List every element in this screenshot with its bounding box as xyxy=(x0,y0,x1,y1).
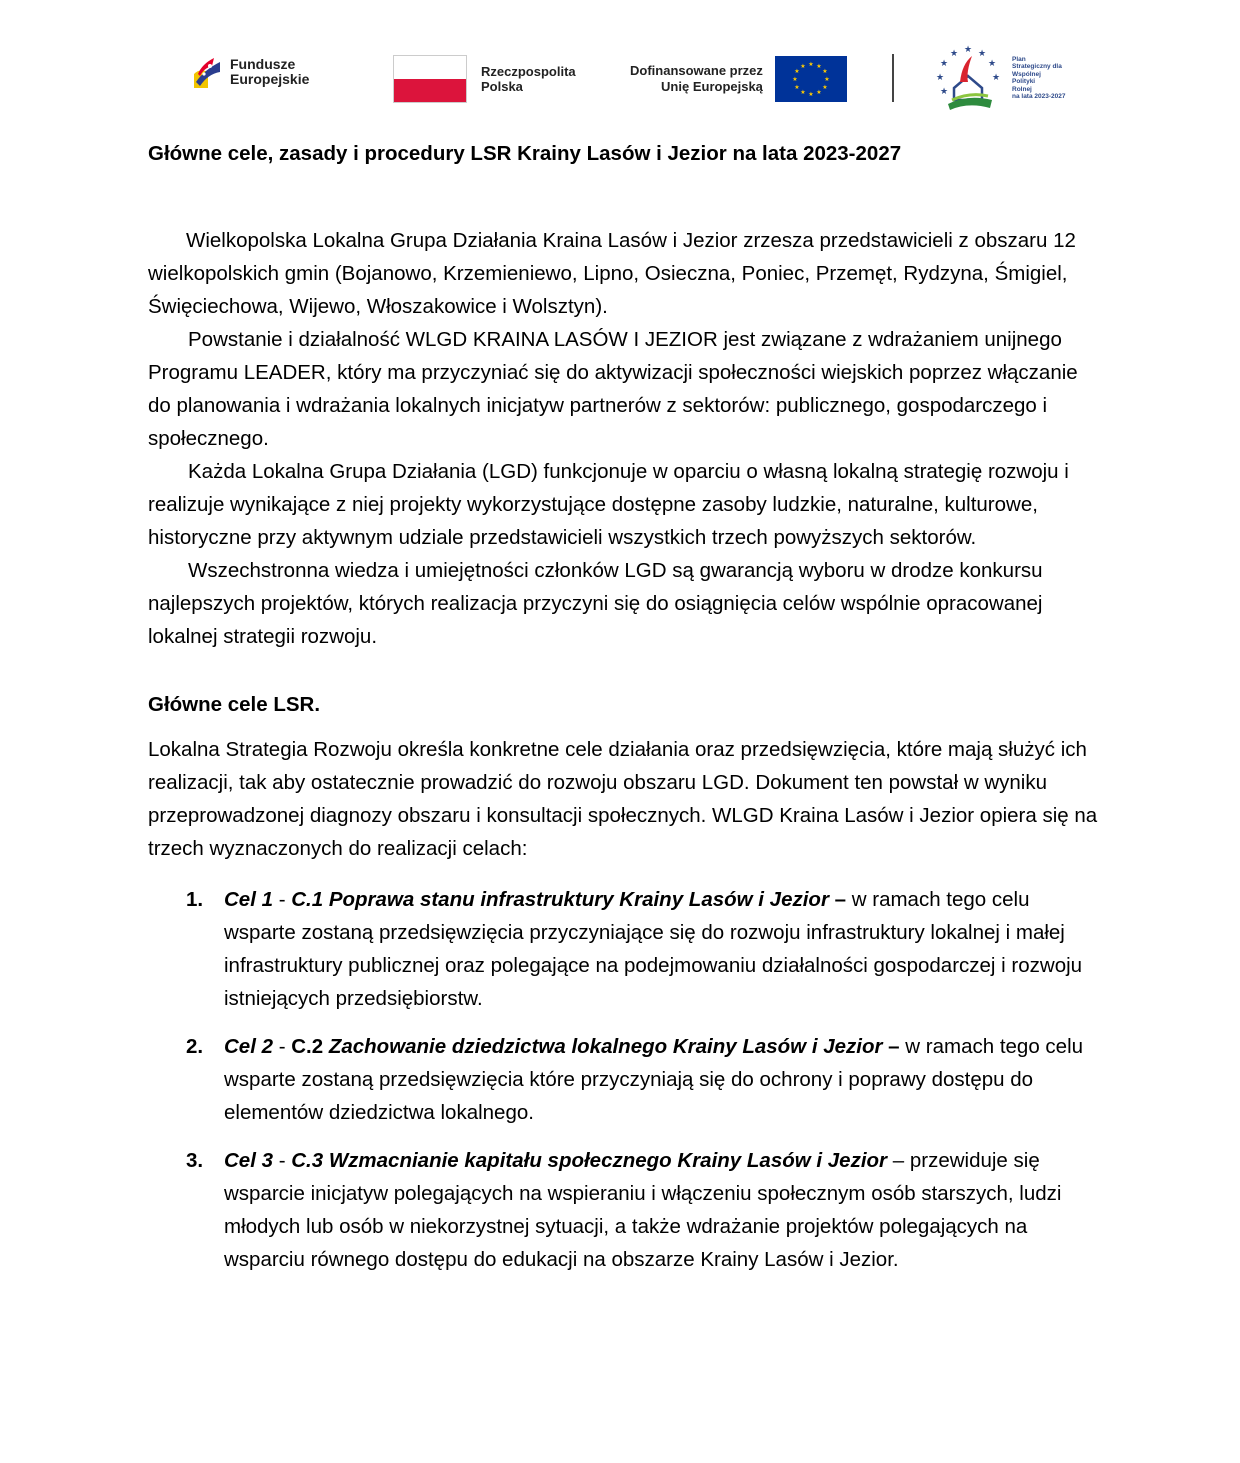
svg-text:★: ★ xyxy=(808,91,814,98)
eu-flag-icon xyxy=(775,56,847,102)
eu-line2: Unię Europejską xyxy=(661,79,763,94)
ps-line6: na lata 2023-2027 xyxy=(1012,93,1066,100)
svg-text:★: ★ xyxy=(822,68,828,75)
list-number: 2. xyxy=(186,1035,204,1058)
eu-line1: Dofinansowane przez xyxy=(630,63,763,78)
plan-strategiczny-icon xyxy=(930,42,1006,114)
goal-description: przewiduje się wsparcie inicjatyw polegających na wspieraniu i włączeniu społecznym osób starszych, ludzi młodych lub osób w niekorzystnej sytuacji, a także wdrażanie projektów polegających na wsparciu równego dostępu do edukacji na obszarze Krainy Lasów i Jezior. xyxy=(224,1149,1062,1271)
goal-label: Cel 3 xyxy=(224,1149,273,1172)
eu-cofinancing-logo xyxy=(630,56,847,102)
goal-name: Zachowanie dziedzictwa lokalnego Krainy Lasów i Jezior xyxy=(323,1035,883,1058)
svg-text:★: ★ xyxy=(939,59,949,69)
goal-dash: – xyxy=(828,888,847,911)
goal-label: Cel 1 xyxy=(224,888,273,911)
ps-line4: Polityki xyxy=(1012,78,1036,85)
goals-list xyxy=(148,883,1098,1276)
goal-name: Poprawa stanu infrastruktury Krainy Lasów i Jezior xyxy=(323,888,829,911)
svg-text:★: ★ xyxy=(935,73,945,83)
svg-text:★: ★ xyxy=(824,76,830,83)
fundusze-line1: Fundusze xyxy=(230,56,296,72)
goal-dash: – xyxy=(882,1035,900,1058)
fundusze-europejskie-icon xyxy=(190,52,224,92)
list-item xyxy=(148,883,1098,1015)
section-heading: Główne cele LSR. xyxy=(148,693,321,716)
rp-line1: Rzeczpospolita xyxy=(481,64,576,79)
logo-bar xyxy=(0,38,1240,118)
goal-separator: - xyxy=(273,1035,292,1058)
svg-text:★: ★ xyxy=(800,89,806,96)
svg-text:★: ★ xyxy=(939,87,949,97)
goal-name: Wzmacnianie kapitału społecznego Krainy Lasów i Jezior xyxy=(323,1149,888,1172)
rp-line2: Polska xyxy=(481,79,523,94)
document-body xyxy=(148,140,1098,1291)
svg-text:★: ★ xyxy=(963,45,973,55)
rzeczpospolita-polska-logo xyxy=(393,55,576,103)
intro-paragraph: Każda Lokalna Grupa Działania (LGD) funkcjonuje w oparciu o własną lokalną strategię rozwoju i realizuje wynikające z niej projekty wykorzystujące dostępne zasoby ludzkie, naturalne, kulturowe, historyczne przy aktywnym udziale przedstawicieli wszystkich trzech powyższych sektorów. xyxy=(148,460,1069,549)
goal-code: C.1 xyxy=(291,888,324,911)
svg-text:★: ★ xyxy=(816,89,822,96)
svg-text:★: ★ xyxy=(949,49,959,59)
logo-divider xyxy=(892,54,894,102)
intro-section xyxy=(148,224,1098,653)
list-item xyxy=(148,1144,1098,1276)
svg-text:★: ★ xyxy=(792,76,798,83)
goal-code: C.3 xyxy=(291,1149,324,1172)
svg-text:★: ★ xyxy=(987,59,997,69)
ps-line2: Strategiczny dla xyxy=(1012,63,1062,70)
fundusze-europejskie-logo xyxy=(190,52,309,92)
list-item xyxy=(148,1030,1098,1129)
goal-description: w ramach tego celu wsparte zostaną przedsięwzięcia przyczyniające się do rozwoju infrastruktury lokalnej i małej infrastruktury publicznej oraz polegające na podejmowaniu działalności gospodarczej i rozwoju istniejących przedsiębiorstw. xyxy=(224,888,1083,1010)
intro-paragraph: Wielkopolska Lokalna Grupa Działania Kraina Lasów i Jezior zrzesza przedstawicieli z obszaru 12 wielkopolskich gmin (Bojanowo, Krzemieniewo, Lipno, Osieczna, Poniec, Przemęt, Rydzyna, Śmigiel, Święciechowa, Wijewo, Włoszakowice i Wolsztyn). xyxy=(148,229,1076,318)
ps-line3: Wspólnej xyxy=(1012,70,1041,78)
list-number: 1. xyxy=(186,888,204,911)
ps-line5: Rolnej xyxy=(1012,85,1032,93)
svg-text:★: ★ xyxy=(822,84,828,91)
goal-code: C.2 xyxy=(291,1035,324,1058)
plan-strategiczny-logo xyxy=(930,42,1065,114)
svg-text:★: ★ xyxy=(977,49,987,59)
ps-line1: Plan xyxy=(1012,55,1026,63)
goal-description: w ramach tego celu wsparte zostaną przedsięwzięcia które przyczyniają się do ochrony i poprawy dostępu do elementów dziedzictwa lokalnego. xyxy=(224,1035,1084,1124)
goal-dash: – xyxy=(887,1149,905,1172)
goal-separator: - xyxy=(273,888,292,911)
fundusze-line2: Europejskie xyxy=(230,71,310,87)
intro-paragraph: Wszechstronna wiedza i umiejętności członków LGD są gwarancją wyboru w drodze konkursu najlepszych projektów, których realizacja przyczyni się do osiągnięcia celów wspólnie opracowanej lokalnej strategii rozwoju. xyxy=(148,559,1043,648)
svg-text:★: ★ xyxy=(808,61,814,68)
goal-separator: - xyxy=(273,1149,292,1172)
polish-flag-icon xyxy=(393,55,467,103)
svg-text:★: ★ xyxy=(794,68,800,75)
page-title: Główne cele, zasady i procedury LSR Krainy Lasów i Jezior na lata 2023-2027 xyxy=(148,142,902,165)
list-number: 3. xyxy=(186,1149,204,1172)
svg-text:★: ★ xyxy=(991,73,1001,83)
svg-text:★: ★ xyxy=(794,84,800,91)
intro-paragraph: Powstanie i działalność WLGD KRAINA LASÓW I JEZIOR jest związane z wdrażaniem unijnego Programu LEADER, który ma przyczyniać się do aktywizacji społeczności wiejskich poprzez włączanie do planowania i wdrażania lokalnych inicjatyw partnerów z sektorów: publicznego, gospodarczego i społecznego. xyxy=(148,328,1078,450)
lead-paragraph: Lokalna Strategia Rozwoju określa konkretne cele działania oraz przedsięwzięcia, które mają służyć ich realizacji, tak aby ostatecznie prowadzić do rozwoju obszaru LGD. Dokument ten powstał w wyniku przeprowadzonej diagnozy obszaru i konsultacji społecznych. WLGD Kraina Lasów i Jezior opiera się na trzech wyznaczonych do realizacji celach: xyxy=(148,738,1098,860)
svg-text:★: ★ xyxy=(800,63,806,70)
goal-label: Cel 2 xyxy=(224,1035,273,1058)
svg-text:★: ★ xyxy=(816,63,822,70)
